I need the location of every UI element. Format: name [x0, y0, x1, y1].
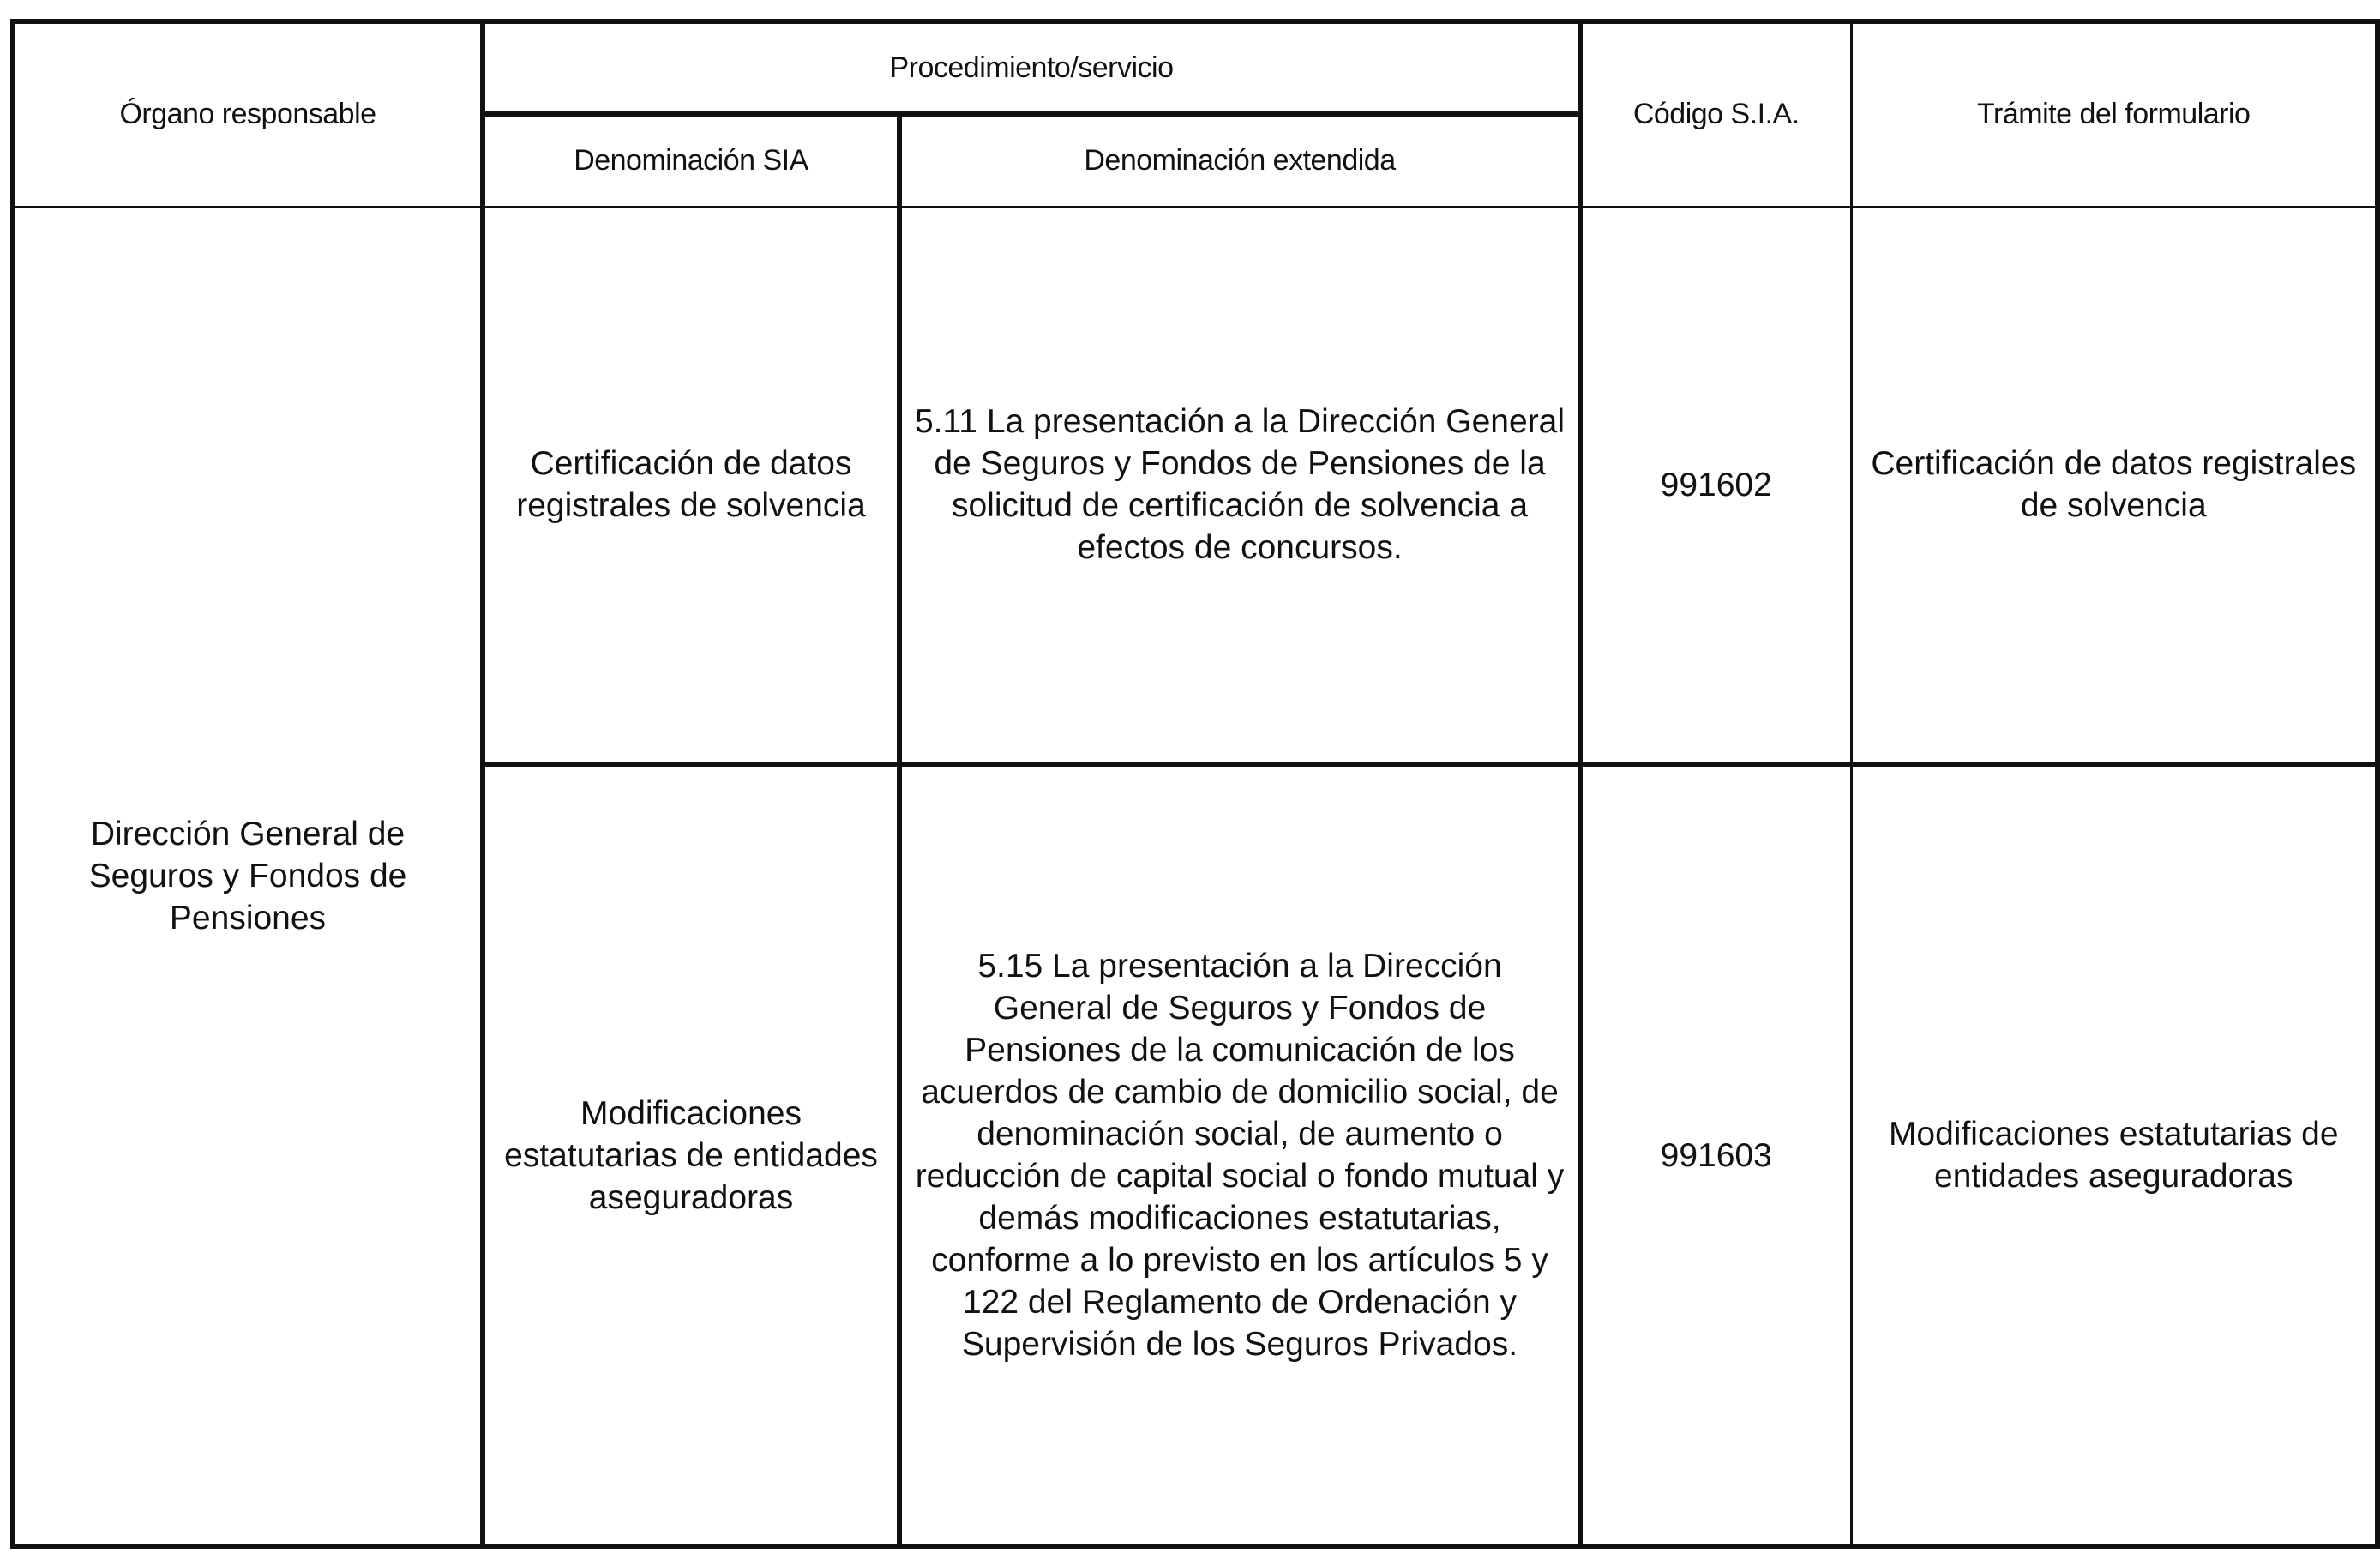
- header-codigo: Código S.I.A.: [1580, 21, 1851, 207]
- header-denominacion-sia: Denominación SIA: [483, 114, 899, 207]
- denominacion-extendida-cell: 5.11 La presentación a la Dirección General de Seguros y Fondos de Pensiones de la solicitud de certificación de solvencia a efectos de concursos.: [899, 207, 1580, 764]
- tramite-cell: Certificación de datos registrales de solvencia: [1851, 207, 2377, 764]
- header-tramite: Trámite del formulario: [1851, 21, 2377, 207]
- header-denominacion-extendida: Denominación extendida: [899, 114, 1580, 207]
- header-row-top: [13, 21, 2377, 114]
- organo-responsable-cell: Dirección General de Seguros y Fondos de Pensiones: [13, 207, 483, 1546]
- denominacion-extendida-cell: 5.15 La presentación a la Dirección General de Seguros y Fondos de Pensiones de la comunicación de los acuerdos de cambio de domicilio social, de denominación social, de aumento o reducción de capital social o fondo mutual y demás modificaciones estatutarias, conforme a lo previsto en los artículos 5 y 122 del Reglamento de Ordenación y Supervisión de los Seguros Privados.: [899, 764, 1580, 1546]
- procedures-table: [10, 19, 2380, 1549]
- codigo-cell: 991602: [1580, 207, 1851, 764]
- table-row: [13, 207, 2377, 764]
- codigo-cell: 991603: [1580, 764, 1851, 1546]
- denominacion-sia-cell: Certificación de datos registrales de solvencia: [483, 207, 899, 764]
- denominacion-sia-cell: Modificaciones estatutarias de entidades aseguradoras: [483, 764, 899, 1546]
- header-organo: Órgano responsable: [13, 21, 483, 207]
- header-procedimiento: Procedimiento/servicio: [483, 21, 1580, 114]
- tramite-cell: Modificaciones estatutarias de entidades aseguradoras: [1851, 764, 2377, 1546]
